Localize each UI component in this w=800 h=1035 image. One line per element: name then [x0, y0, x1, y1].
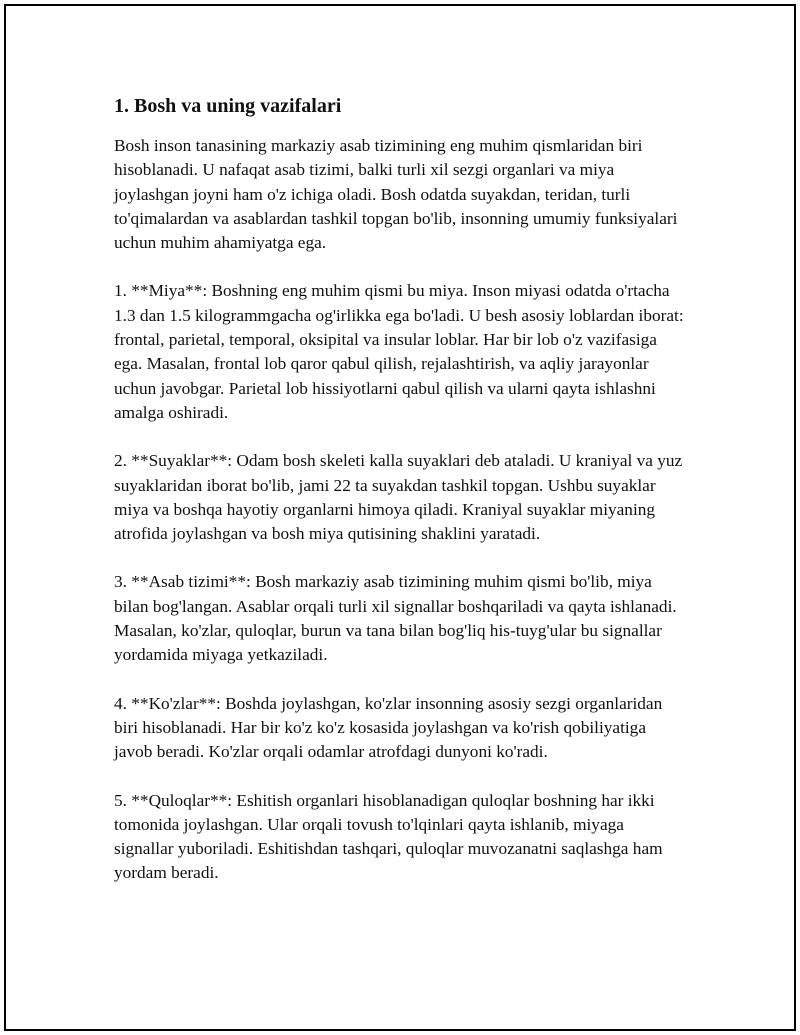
paragraph-kozlar: 4. **Ko'zlar**: Boshda joylashgan, ko'zlar insonning asosiy sezgi organlaridan biri hisoblanadi. Har bir ko'z ko'z kosasida joylashgan va ko'rish qobiliyatiga javob beradi. Ko'zlar orqali odamlar atrofdagi dunyoni ko'radi.: [114, 693, 663, 762]
paragraph-asab-tizimi: 3. **Asab tizimi**: Bosh markaziy asab tizimining muhim qismi bo'lib, miya bilan bog'langan. Asablar orqali turli xil signallar boshqariladi va qayta ishlanadi. Masalan, ko'zlar, quloqlar, burun va tana bilan bog'liq his-tuyg'ular bu signallar yordamida miyaga yetkaziladi.: [114, 572, 677, 665]
paragraph-miya: 1. **Miya**: Boshning eng muhim qismi bu miya. Inson miyasi odatda o'rtacha 1.3 dan 1.5 kilogrammgacha og'irlikka ega bo'ladi. U besh asosiy loblardan iborat: frontal, parietal, temporal, oksipital va insular loblar. Har bir lob o'z vazifasiga ega. Masalan, frontal lob qaror qabul qilish, rejalashtirish, va aqliy jarayonlar uchun javobgar. Parietal lob hissiyotlarni qabul qilish va ularni qayta ishlashni amalga oshiradi.: [114, 281, 684, 422]
document-body: [114, 92, 684, 910]
paragraph-quloqlar: 5. **Quloqlar**: Eshitish organlari hisoblanadigan quloqlar boshning har ikki tomonida joylashgan. Ular orqali tovush to'lqinlari qayta ishlanib, miyaga signallar yuboriladi. Eshitishdan tashqari, quloqlar muvozanatni saqlashga ham yordam beradi.: [114, 790, 663, 883]
document-title: 1. Bosh va uning vazifalari: [114, 95, 342, 117]
paragraph-suyaklar: 2. **Suyaklar**: Odam bosh skeleti kalla suyaklari deb ataladi. U kraniyal va yuz suyaklaridan iborat bo'lib, jami 22 ta suyakdan tashkil topgan. Ushbu suyaklar miya va boshqa hayotiy organlarni himoya qiladi. Kraniyal suyaklar miyaning atrofida joylashgan va bosh miya qutisining shaklini yaratadi.: [114, 451, 683, 544]
paragraph-intro: Bosh inson tanasining markaziy asab tizimining eng muhim qismlaridan biri hisoblanadi. U nafaqat asab tizimi, balki turli xil sezgi organlari va miya joylashgan joyni ham o'z ichiga oladi. Bosh odatda suyakdan, teridan, turli to'qimalardan va asablardan tashkil topgan bo'lib, insonning umumiy funksiyalari uchun muhim ahamiyatga ega.: [114, 136, 678, 253]
